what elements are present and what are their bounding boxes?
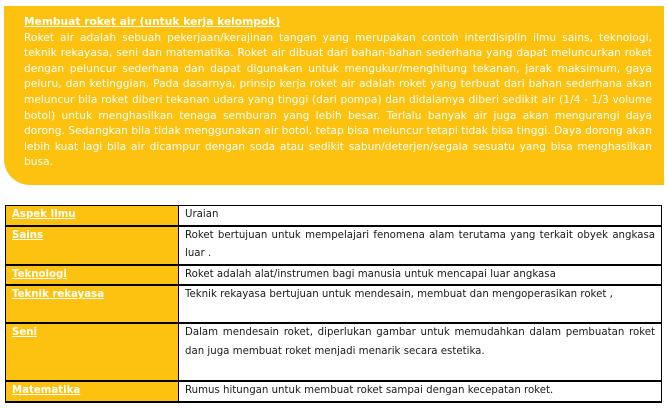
description-cell: Teknik rekayasa bertujuan untuk mendesain, membuat dan mengoperasikan roket , <box>179 285 662 323</box>
info-title: Membuat roket air (untuk kerja kelompok) <box>24 16 281 28</box>
description-cell: Dalam mendesain roket, diperlukan gambar untuk memudahkan dalam pembuatan roket dan juga membuat roket menjadi menarik secara estetika. <box>179 323 662 381</box>
info-body: Roket air adalah sebuah pekerjaan/kerajinan tangan yang merupakan contoh interdisiplin ilmu sains, teknologi, teknik rekayasa, seni dan matematika. Roket air dibuat dari bahan-bahan sederhana yang dapat meluncurkan roket dengan peluncur sederhana dan dapat digunakan untuk mengukur/menghitung tekanan, jarak maksimum, gaya peluru, dan ketinggian. Pada dasarnya, prinsip kerja roket air adalah roket yang terbuat dari bahan sederhana akan meluncur bila roket diberi tekanan udara yang tinggi (dari pompa) dan didalamya diberi sedikit air (1/4 - 1/3 volume botol) untuk menghasilkan tenaga semburan yang lebih besar. Terlalu banyak air juga akan mengurangi daya dorong. Sedangkan bila tidak menggunakan air botol, tetap bisa meluncur tetapi tidak bisa tinggi. Daya dorong akan lebih kuat lagi bila air dicampur dengan soda atau sedikit sabun/deterjen/segala sesuatu yang bisa menghasilkan busa. <box>24 31 652 169</box>
table-row <box>6 323 662 381</box>
table-row <box>6 381 662 402</box>
aspect-cell: Teknik rekayasa <box>6 285 179 323</box>
description-cell: Roket bertujuan untuk mempelajari fenomena alam terutama yang terkait obyek angkasa luar . <box>179 226 662 265</box>
aspect-cell: Teknologi <box>6 265 179 286</box>
table-header-row <box>6 206 662 226</box>
table-row <box>6 265 662 286</box>
header-description: Uraian <box>179 206 662 226</box>
description-cell: Rumus hitungan untuk membuat roket sampai dengan kecepatan roket. <box>179 381 662 402</box>
aspect-cell: Matematika <box>6 381 179 402</box>
table-row <box>6 285 662 323</box>
aspect-cell: Seni <box>6 323 179 381</box>
table-row <box>6 226 662 265</box>
description-cell: Roket adalah alat/instrumen bagi manusia untuk mencapai luar angkasa <box>179 265 662 286</box>
aspects-table <box>5 205 662 403</box>
info-box <box>4 6 664 185</box>
aspect-cell: Sains <box>6 226 179 265</box>
header-aspect: Aspek Ilmu <box>6 206 179 226</box>
